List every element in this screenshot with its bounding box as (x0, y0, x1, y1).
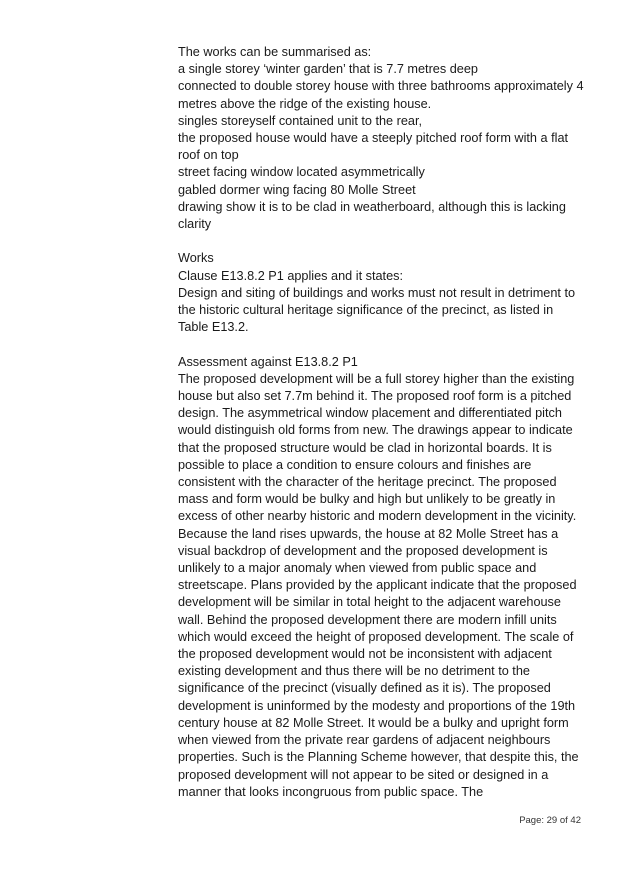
page-number: Page: 29 of 42 (519, 815, 581, 826)
summary-item: gabled dormer wing facing 80 Molle Street (178, 182, 416, 197)
paragraph-spacer (178, 336, 586, 353)
summary-item: street facing window located asymmetrically (178, 165, 425, 180)
paragraph-spacer (178, 233, 586, 250)
works-text: Design and siting of buildings and works must not result in detriment to the historic cultural heritage significance of the precinct, as listed in Table E13.2. (178, 285, 576, 335)
works-clause: Clause E13.8.2 P1 applies and it states: (178, 268, 403, 283)
summary-heading: The works can be summarised as: (178, 45, 372, 59)
page-content (178, 44, 586, 801)
summary-item: the proposed house would have a steeply pitched roof form with a flat roof on top (178, 131, 569, 163)
assessment-heading: Assessment against E13.8.2 P1 (178, 354, 358, 369)
assessment-text: The proposed development will be a full storey higher than the existing house but also set 7.7m behind it. The proposed roof form is a pitched design. The asymmetrical window placement and differentiated pitch would distinguish old forms from new. The drawings appear to indicate that the proposed structure would be clad in horizontal boards. It is possible to place a condition to ensure colours and finishes are consistent with the character of the heritage precinct. The proposed mass and form would be bulky and high but unlikely to be greatly in excess of other nearby historic and modern development in the vicinity. Because the land rises upwards, the house at 82 Molle Street has a visual backdrop of development and the proposed development is unlikely to a major anomaly when viewed from public space and streetscape. Plans provided by the applicant indicate that the proposed development will be similar in total height to the adjacent warehouse wall. Behind the proposed development there are modern infill units which would exceed the height of proposed development. The scale of the proposed development would not be inconsistent with adjacent existing development and thus there will be no detriment to the significance of the precinct (visually defined as it is). The proposed development is uninformed by the modesty and proportions of the 19th century house at 82 Molle Street. It would be a bulky and upright form when viewed from the private rear gardens of adjacent neighbours properties. Such is the Planning Scheme however, that despite this, the proposed development will not appear to be sited or designed in a manner that looks incongruous from public space. The (178, 371, 579, 799)
summary-item: connected to double storey house with three bathrooms approximately 4 metres above the ridge of the existing house. (178, 79, 584, 111)
summary-item: singles storeyself contained unit to the rear, (178, 113, 423, 128)
summary-item: drawing show it is to be clad in weatherboard, although this is lacking clarity (178, 199, 566, 232)
works-heading: Works (178, 251, 214, 266)
summary-item: a single storey ‘winter garden’ that is 7.7 metres deep (178, 62, 478, 77)
